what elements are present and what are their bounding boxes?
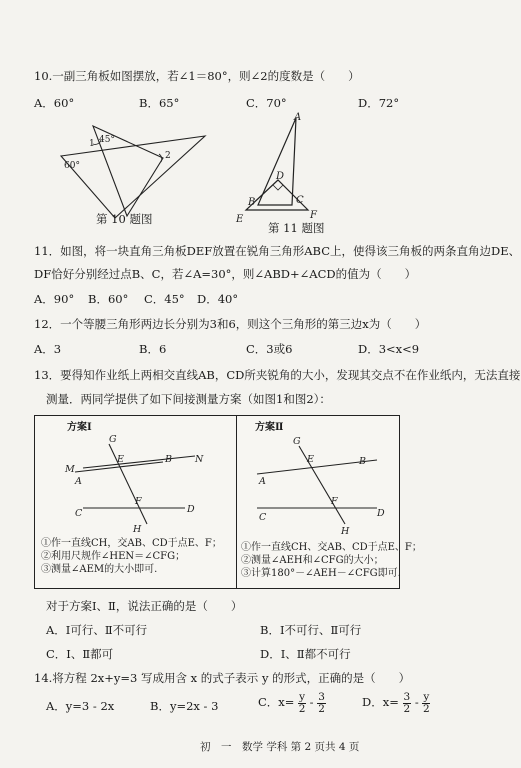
q14-option-c-prefix: C．x=	[258, 695, 295, 709]
q13-option-d: D．Ⅰ、Ⅱ都不可行	[260, 647, 351, 661]
q14-option-d-num1: 3	[403, 691, 411, 703]
plan-1-step-1: ①作一直线CH，交AB、CD于点E、F；	[41, 538, 222, 549]
q10-figure	[55, 118, 220, 223]
plan-1-label-f: F	[135, 496, 142, 507]
q14-option-c-frac1	[298, 692, 306, 714]
q11-option-b: B．60°	[88, 292, 129, 306]
plan-1-label-c: C	[75, 508, 83, 519]
q13-stem-line1: 13．要得知作业纸上两相交直线AB，CD所夹锐角的大小，发现其交点不在作业纸内，无法直接	[34, 368, 521, 382]
plan-2-figure	[237, 416, 399, 536]
plan-2-label-g: G	[293, 436, 301, 447]
q11-option-c: C．45°	[144, 292, 185, 306]
plan-1-figure	[35, 416, 241, 536]
q11-figure	[228, 110, 328, 228]
q11-option-a: A．90°	[34, 292, 75, 306]
q10-option-c: C．70°	[246, 96, 287, 110]
q14-option-c-frac2	[317, 692, 326, 714]
q14-stem: 14.将方程 2x+y=3 写成用含 x 的式子表示 y 的形式，正确的是（ ）	[34, 671, 411, 685]
q14-option-d-den1: 2	[403, 702, 411, 715]
q14-option-d-minus: -	[414, 695, 419, 709]
plan-2-label-b: B	[359, 456, 366, 467]
q13-question: 对于方案Ⅰ、Ⅱ，说法正确的是（ ）	[46, 599, 243, 613]
q12-option-a: A．3	[34, 342, 62, 356]
plan-1-label-n: N	[195, 454, 204, 465]
q14-option-d	[362, 692, 430, 714]
plan-2-step-3: ③计算180°－∠AEH－∠CFG即可.	[241, 568, 401, 579]
q10-option-b: B．65°	[139, 96, 180, 110]
q13-stem-line2: 测量．两同学提供了如下间接测量方案（如图1和图2）：	[46, 392, 331, 406]
q10-mark-1: 1	[89, 139, 95, 149]
q12-stem: 12．一个等腰三角形两边长分别为3和6，则这个三角形的第三边x为（ ）	[34, 317, 427, 331]
q12-option-b: B．6	[139, 342, 167, 356]
q10-stem: 10.一副三角板如图摆放，若∠1＝80°，则∠2的度数是（ ）	[34, 69, 360, 83]
q10-mark-2: 2	[165, 151, 171, 161]
plan-2-step-1: ①作一直线CH、交AB、CD于点E、F；	[241, 542, 422, 553]
q10-option-d: D．72°	[358, 96, 400, 110]
q11-label-e: E	[236, 214, 244, 225]
plan-1-label-g: G	[109, 434, 117, 445]
q13-option-c: C．Ⅰ、Ⅱ都可	[46, 647, 114, 661]
q14-option-d-num2: y	[423, 691, 430, 703]
plan-2-label-a: A	[259, 476, 266, 487]
q11-option-d: D．40°	[197, 292, 239, 306]
plan-1-title: 方案Ⅰ	[67, 422, 92, 433]
plan-2-label-c: C	[259, 512, 267, 523]
plan-1-label-m: M	[65, 464, 75, 475]
q14-option-d-den2: 2	[423, 702, 430, 715]
q11-figure-caption: 第 11 题图	[268, 221, 325, 235]
q12-option-d: D．3<x<9	[358, 342, 420, 356]
plan-2-label-f: F	[331, 496, 338, 507]
q10-option-a: A．60°	[34, 96, 75, 110]
plan-2-label-e: E	[307, 454, 314, 465]
plan-1-label-b: B	[165, 454, 172, 465]
q14-option-b: B．y=2x - 3	[150, 699, 219, 713]
q14-option-c-den1: 2	[298, 702, 306, 715]
q14-option-d-frac2	[422, 692, 430, 714]
q14-option-d-frac1	[403, 692, 412, 714]
plan-1-label-h: H	[133, 524, 142, 535]
q14-option-c-num2: 3	[318, 691, 325, 703]
q14-option-c-den2: 2	[318, 702, 325, 715]
plan-1-step-2: ②利用尺规作∠HEN＝∠CFG；	[41, 551, 186, 562]
q11-label-d: D	[276, 171, 285, 182]
plan-1-label-e: E	[117, 454, 124, 465]
plan-2-step-2: ②测量∠AEH和∠CFG的大小；	[241, 555, 384, 566]
plan-1-step-3: ③测量∠AEM的大小即可.	[41, 564, 158, 575]
q14-option-d-prefix: D．x=	[362, 695, 399, 709]
q13-option-a: A．Ⅰ可行、Ⅱ不可行	[46, 623, 148, 637]
q11-stem-line1: 11．如图，将一块直角三角板DEF放置在锐角三角形ABC上，使得该三角板的两条直角边DE、	[34, 244, 521, 258]
plan-1-label-d: D	[187, 504, 195, 515]
q11-label-b: B	[248, 197, 256, 208]
q11-label-f: F	[310, 210, 317, 221]
q10-mark-45: 45°	[99, 135, 115, 145]
plan-2-label-d: D	[377, 508, 385, 519]
plan-1-box	[34, 415, 242, 589]
q10-mark-60: 60°	[64, 161, 80, 171]
plan-2-title: 方案Ⅱ	[255, 422, 284, 433]
q10-figure-caption: 第 10 题图	[96, 212, 153, 226]
q14-option-c-num1: y	[299, 691, 306, 703]
plan-2-box	[236, 415, 422, 589]
q11-label-c: C	[296, 195, 304, 206]
q11-stem-line2: DF恰好分别经过点B、C，若∠A=30°，则∠ABD+∠ACD的值为（ ）	[34, 267, 417, 281]
q11-label-a: A	[294, 112, 302, 123]
q14-option-c-minus: -	[309, 695, 314, 709]
q14-option-c	[258, 692, 326, 714]
q14-option-a: A．y=3 - 2x	[46, 699, 115, 713]
page-footer: 初 一 数学 学科 第 2 页共 4 页	[200, 741, 360, 753]
plan-2-label-h: H	[341, 526, 350, 536]
q12-option-c: C．3或6	[246, 342, 293, 356]
plan-1-label-a: A	[75, 476, 82, 487]
q13-option-b: B．Ⅰ不可行、Ⅱ可行	[260, 623, 362, 637]
